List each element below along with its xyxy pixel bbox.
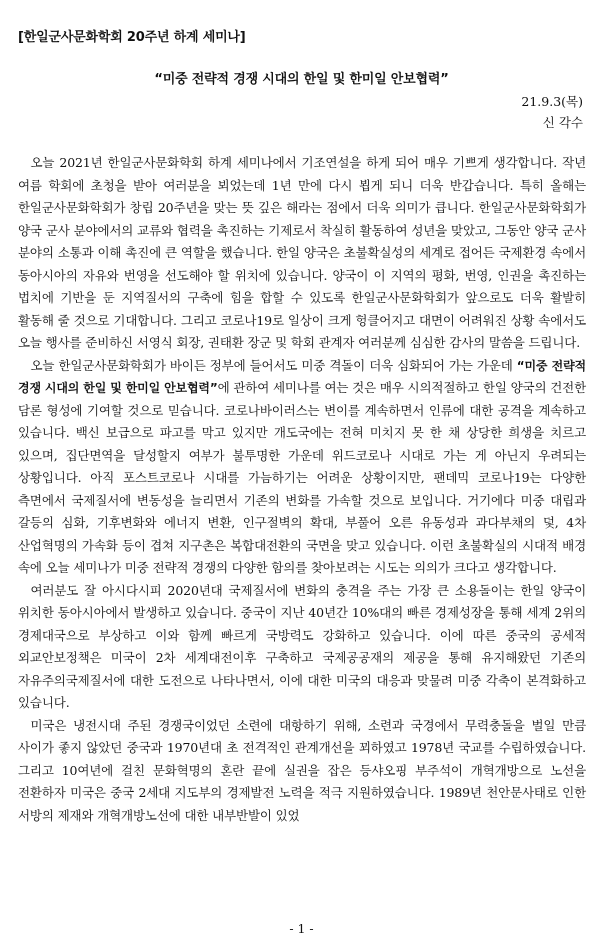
body-paragraph-4: 미국은 냉전시대 주된 경쟁국이었던 소련에 대항하기 위해, 소련과 국경에서 무력충돌을 벌일 만큼 사이가 좋지 않았던 중국과 1970년대 초 전격적인 관계개선을 꾀하였고 1978년 국교를 수립하였습니다. 그리고 10여년에 걸친 문화혁명의 혼란 끝에 실권을 잡은 등샤오핑 부주석이 개혁개방으로 노선을 전환하자 미국은 중국 2세대 지도부의 경제발전 노력을 적극 지원하였습니다. 1989년 천안문사태로 인한 서방의 제재와 개혁개방노선에 대한 내부반발이 있었: [18, 717, 586, 823]
paragraph-2-bold-title: “미중 전략적 경쟁 시대의 한일 및 한미일 안보협력”: [18, 358, 586, 395]
body-paragraph-1: 오늘 2021년 한일군사문화학회 하계 세미나에서 기조연설을 하게 되어 매우 기쁘게 생각합니다. 작년 여름 학회에 초청을 받아 여러분을 뵈었는데 1년 만에 다시 뵙게 되니 더욱 반갑습니다. 특히 올해는 한일군사문화학회가 창립 20주년을 맞는 뜻 깊은 해라는 점에서 더욱 의미가 큽니다. 한일군사문화학회가 양국 군사 분야에서의 교류와 협력을 촉진하는 기제로서 착실히 활동하여 성년을 맞았고, 그동안 양국 군사 분야의 소통과 이해 촉진에 큰 역할을 했습니다. 한일 양국은 초불확실성의 세계로 접어든 국제환경 속에서 동아시아의 자유와 번영을 선도해야 할 위치에 있습니다. 양국이 이 지역의 평화, 번영, 인권을 촉진하는 법치에 기반을 둔 지역질서의 구축에 힘을 합할 수 있도록 한일군사문화학회가 앞으로도 더욱 활발히 활동해 줄 것으로 기대합니다. 그리고 코로나19로 일상이 크게 헝클어지고 대면이 어려워진 상황 속에서도 오늘 행사를 준비하신 서영식 회장, 권태환 장군 및 학회 관계자 여러분께 심심한 감사의 말씀을 드립니다.: [18, 155, 586, 350]
document-author: 신 각수: [542, 115, 583, 130]
page-number: - 1 -: [289, 921, 314, 936]
paragraph-2-intro: 오늘 한일군사문화학회가 바이든 정부에 들어서도 미중 격돌이 더욱 심화되어 가는 가운데: [30, 357, 517, 373]
body-paragraph-2: [18, 355, 586, 580]
document-title: “미중 전략적 경쟁 시대의 한일 및 한미일 안보협력”: [154, 72, 449, 87]
seminar-header-title: [한일군사문화학회 20주년 하계 세미나]: [18, 30, 246, 45]
body-paragraph-3: 여러분도 잘 아시다시피 2020년대 국제질서에 변화의 충격을 주는 가장 큰 소용돌이는 한일 양국이 위치한 동아시아에서 발생하고 있습니다. 중국이 지난 40년간 10%대의 빠른 경제성장을 통해 세계 2위의 경제대국으로 부상하고 이와 함께 빠르게 국방력도 강화하고 있습니다. 이에 따른 중국의 공세적 외교안보정책은 미국이 2차 세계대전이후 구축하고 국제공공재의 제공을 통해 유지해왔던 기존의 자유주의국제질서에 대한 도전으로 나타나면서, 이에 대한 미국의 대응과 맞물려 미중 각축이 본격화하고 있습니다.: [18, 582, 586, 710]
paragraph-2-rest: 에 관하여 세미나를 여는 것은 매우 시의적절하고 한일 양국의 건전한 담론 형성에 기여할 것으로 믿습니다. 코로나바이러스는 변이를 계속하면서 인류에 대한 공격을 계속하고 있습니다. 백신 보급으로 파고를 막고 있지만 개도국에는 전혀 미치지 못 한 채 상당한 희생을 치르고 있으며, 집단면역을 달성할지 여부가 불투명한 가운데 위드코로나 시대로 가는 게 아닌지 우려되는 상황입니다. 아직 포스트코로나 시대를 가늠하기는 어려운 상황이지만, 팬데믹 코로나19는 다양한 측면에서 국제질서에 변동성을 늘리면서 기존의 변화를 가속할 것으로 보입니다. 거기에다 미중 대립과 갈등의 심화, 기후변화와 에너지 변환, 인구절벽의 확대, 부풀어 오른 유동성과 과다부채의 덫, 4차 산업혁명의 가속화 등이 겹쳐 지구촌은 복합대전환의 국면을 맞고 있습니다. 이런 초불확실의 시대적 배경 속에 오늘 세미나가 미중 전략적 경쟁의 다양한 함의를 찾아보려는 시도는 의의가 크다고 생각합니다.: [18, 380, 587, 575]
document-body: [18, 152, 586, 827]
document-date: 21.9.3(목): [521, 94, 583, 109]
